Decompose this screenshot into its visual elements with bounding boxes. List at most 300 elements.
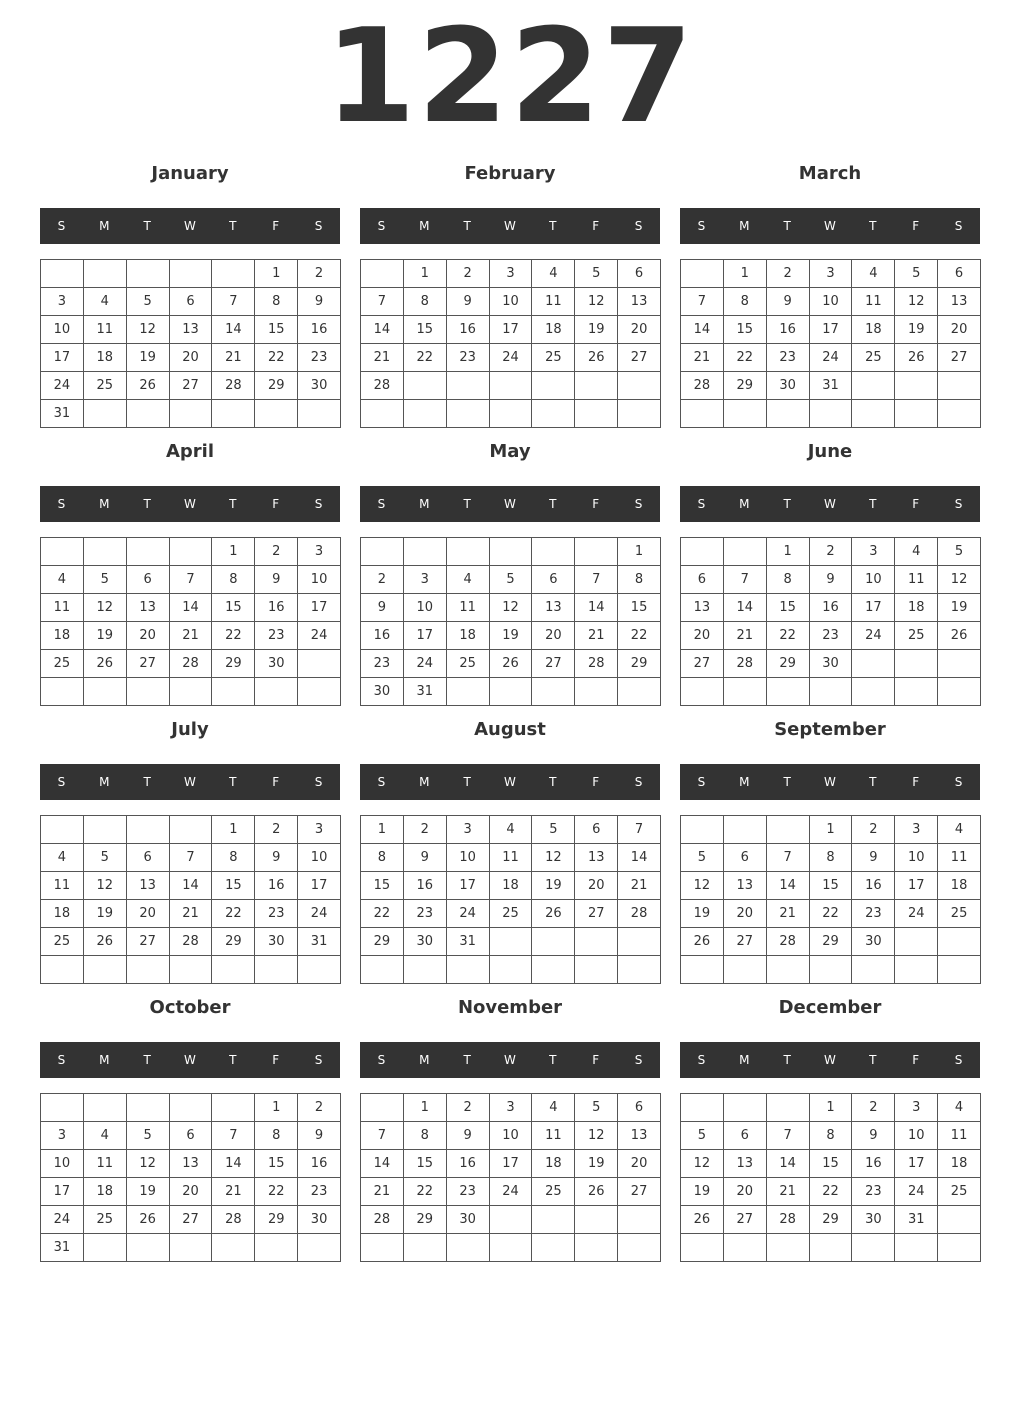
empty-day-cell: [170, 956, 213, 984]
month-september: [680, 714, 980, 984]
day-cell: 21: [361, 1178, 404, 1206]
day-cell: 14: [575, 594, 618, 622]
weekday-label: M: [739, 775, 750, 789]
day-cell: 17: [490, 1150, 533, 1178]
day-cell: 26: [84, 928, 127, 956]
day-cell: 15: [255, 316, 298, 344]
weekday-label: T: [463, 497, 471, 511]
day-cell: 3: [490, 1094, 533, 1122]
empty-day-cell: [575, 956, 618, 984]
weekday-label: S: [314, 775, 323, 789]
day-cell: 31: [404, 678, 447, 706]
weekday-header: [360, 764, 660, 800]
day-cell: 13: [170, 1150, 213, 1178]
day-cell: 6: [170, 1122, 213, 1150]
day-cell: 9: [447, 1122, 490, 1150]
day-cell: 8: [404, 288, 447, 316]
day-cell: 23: [255, 622, 298, 650]
day-cell: 14: [681, 316, 724, 344]
day-cell: 7: [170, 566, 213, 594]
empty-day-cell: [404, 1234, 447, 1262]
day-cell: 17: [41, 1178, 84, 1206]
day-cell: 14: [767, 1150, 810, 1178]
day-cell: 5: [575, 1094, 618, 1122]
weekday-label: W: [184, 1053, 196, 1067]
day-cell: 9: [255, 566, 298, 594]
day-cell: 6: [170, 288, 213, 316]
day-cell: 28: [212, 1206, 255, 1234]
weekday-label: T: [463, 219, 471, 233]
day-cell: 6: [724, 844, 767, 872]
day-cell: 15: [618, 594, 661, 622]
empty-day-cell: [618, 400, 661, 428]
day-cell: 9: [767, 288, 810, 316]
empty-day-cell: [212, 260, 255, 288]
day-cell: 16: [852, 1150, 895, 1178]
day-cell: 10: [852, 566, 895, 594]
weekday-label: S: [954, 775, 963, 789]
day-cell: 19: [575, 1150, 618, 1178]
day-cell: 14: [212, 316, 255, 344]
weekday-label: S: [697, 497, 706, 511]
empty-day-cell: [41, 816, 84, 844]
empty-day-cell: [852, 956, 895, 984]
day-cell: 25: [938, 900, 981, 928]
day-cell: 4: [41, 566, 84, 594]
day-cell: 18: [938, 1150, 981, 1178]
empty-day-cell: [404, 538, 447, 566]
day-cell: 18: [41, 900, 84, 928]
day-cell: 4: [447, 566, 490, 594]
weekday-label: T: [783, 219, 791, 233]
day-cell: 15: [767, 594, 810, 622]
empty-day-cell: [212, 400, 255, 428]
day-cell: 7: [170, 844, 213, 872]
day-cell: 1: [404, 1094, 447, 1122]
day-cell: 13: [127, 594, 170, 622]
day-cell: 12: [127, 316, 170, 344]
day-cell: 5: [84, 566, 127, 594]
empty-day-cell: [852, 650, 895, 678]
day-cell: 17: [41, 344, 84, 372]
day-cell: 21: [170, 900, 213, 928]
weekday-label: T: [463, 775, 471, 789]
empty-day-cell: [767, 1234, 810, 1262]
weekday-label: T: [869, 1053, 877, 1067]
empty-day-cell: [532, 678, 575, 706]
day-cell: 30: [298, 372, 341, 400]
empty-day-cell: [255, 400, 298, 428]
weekday-label: W: [184, 497, 196, 511]
weekday-label: S: [57, 1053, 66, 1067]
empty-day-cell: [724, 956, 767, 984]
empty-day-cell: [681, 956, 724, 984]
day-cell: 20: [681, 622, 724, 650]
day-cell: 8: [724, 288, 767, 316]
weekday-label: T: [869, 497, 877, 511]
empty-day-cell: [298, 650, 341, 678]
weekday-header: [680, 764, 980, 800]
day-cell: 21: [767, 900, 810, 928]
day-cell: 24: [404, 650, 447, 678]
day-cell: 16: [298, 316, 341, 344]
empty-day-cell: [490, 956, 533, 984]
day-cell: 8: [212, 566, 255, 594]
month-may: [360, 436, 660, 706]
day-cell: 18: [84, 1178, 127, 1206]
day-cell: 15: [810, 872, 853, 900]
day-cell: 29: [810, 1206, 853, 1234]
weekday-label: F: [912, 1053, 920, 1067]
weekday-label: W: [504, 219, 516, 233]
day-cell: 22: [724, 344, 767, 372]
weekday-label: F: [272, 497, 280, 511]
day-cell: 2: [255, 816, 298, 844]
weekday-label: T: [783, 497, 791, 511]
day-cell: 9: [852, 1122, 895, 1150]
empty-day-cell: [852, 400, 895, 428]
day-cell: 21: [361, 344, 404, 372]
weekday-label: T: [143, 775, 151, 789]
day-cell: 5: [84, 844, 127, 872]
day-cell: 25: [532, 344, 575, 372]
day-cell: 11: [84, 1150, 127, 1178]
month-title: September: [774, 719, 886, 740]
day-cell: 10: [41, 1150, 84, 1178]
day-cell: 7: [767, 1122, 810, 1150]
day-cell: 12: [84, 872, 127, 900]
empty-day-cell: [532, 928, 575, 956]
empty-day-cell: [767, 816, 810, 844]
day-cell: 3: [298, 816, 341, 844]
day-cell: 4: [895, 538, 938, 566]
empty-day-cell: [724, 538, 767, 566]
empty-day-cell: [532, 538, 575, 566]
empty-day-cell: [447, 400, 490, 428]
empty-day-cell: [810, 1234, 853, 1262]
day-cell: 20: [724, 900, 767, 928]
day-cell: 7: [212, 1122, 255, 1150]
weekday-label: W: [504, 497, 516, 511]
day-cell: 3: [447, 816, 490, 844]
day-cell: 23: [767, 344, 810, 372]
day-cell: 13: [170, 316, 213, 344]
weekday-label: M: [99, 1053, 110, 1067]
day-cell: 21: [724, 622, 767, 650]
empty-day-cell: [127, 260, 170, 288]
day-cell: 1: [810, 1094, 853, 1122]
day-cell: 25: [41, 928, 84, 956]
day-cell: 13: [724, 1150, 767, 1178]
day-cell: 4: [532, 1094, 575, 1122]
empty-day-cell: [895, 650, 938, 678]
day-cell: 26: [532, 900, 575, 928]
empty-day-cell: [724, 678, 767, 706]
day-cell: 27: [681, 650, 724, 678]
day-cell: 14: [170, 594, 213, 622]
day-cell: 4: [532, 260, 575, 288]
day-cell: 31: [895, 1206, 938, 1234]
day-cell: 20: [532, 622, 575, 650]
day-cell: 13: [127, 872, 170, 900]
day-cell: 10: [447, 844, 490, 872]
empty-day-cell: [84, 1094, 127, 1122]
day-cell: 9: [255, 844, 298, 872]
day-cell: 19: [938, 594, 981, 622]
month-april: [40, 436, 340, 706]
weekday-header: [360, 1042, 660, 1078]
empty-day-cell: [404, 400, 447, 428]
empty-day-cell: [361, 260, 404, 288]
weekday-label: W: [824, 1053, 836, 1067]
empty-day-cell: [84, 678, 127, 706]
empty-day-cell: [532, 956, 575, 984]
day-cell: 22: [212, 622, 255, 650]
day-cell: 21: [618, 872, 661, 900]
weekday-label: T: [143, 1053, 151, 1067]
day-cell: 11: [852, 288, 895, 316]
day-grid: [680, 537, 981, 706]
day-cell: 11: [895, 566, 938, 594]
day-cell: 23: [810, 622, 853, 650]
empty-day-cell: [938, 678, 981, 706]
day-cell: 7: [212, 288, 255, 316]
empty-day-cell: [170, 678, 213, 706]
day-cell: 17: [298, 872, 341, 900]
weekday-label: T: [549, 219, 557, 233]
day-cell: 25: [84, 372, 127, 400]
day-cell: 20: [575, 872, 618, 900]
weekday-header: [360, 208, 660, 244]
day-cell: 13: [724, 872, 767, 900]
weekday-label: S: [57, 497, 66, 511]
day-cell: 7: [361, 1122, 404, 1150]
day-cell: 6: [681, 566, 724, 594]
day-cell: 12: [84, 594, 127, 622]
empty-day-cell: [212, 956, 255, 984]
month-title: July: [171, 719, 209, 740]
day-cell: 2: [361, 566, 404, 594]
empty-day-cell: [618, 372, 661, 400]
empty-day-cell: [212, 1094, 255, 1122]
day-cell: 20: [170, 1178, 213, 1206]
day-cell: 22: [404, 1178, 447, 1206]
empty-day-cell: [681, 1094, 724, 1122]
day-cell: 20: [724, 1178, 767, 1206]
weekday-label: F: [912, 775, 920, 789]
month-july: [40, 714, 340, 984]
day-cell: 23: [361, 650, 404, 678]
day-grid: [360, 815, 661, 984]
day-cell: 30: [404, 928, 447, 956]
day-cell: 10: [490, 288, 533, 316]
day-cell: 1: [361, 816, 404, 844]
weekday-label: T: [783, 1053, 791, 1067]
day-cell: 26: [490, 650, 533, 678]
empty-day-cell: [767, 400, 810, 428]
day-cell: 23: [447, 344, 490, 372]
day-cell: 26: [938, 622, 981, 650]
empty-day-cell: [298, 678, 341, 706]
weekday-header: [40, 486, 340, 522]
day-cell: 6: [127, 566, 170, 594]
weekday-label: M: [739, 1053, 750, 1067]
day-cell: 14: [618, 844, 661, 872]
day-cell: 4: [490, 816, 533, 844]
day-cell: 3: [895, 816, 938, 844]
weekday-label: M: [419, 219, 430, 233]
day-cell: 20: [618, 1150, 661, 1178]
day-cell: 10: [810, 288, 853, 316]
day-cell: 22: [767, 622, 810, 650]
day-cell: 13: [618, 288, 661, 316]
empty-day-cell: [490, 372, 533, 400]
empty-day-cell: [532, 1234, 575, 1262]
empty-day-cell: [618, 1234, 661, 1262]
weekday-label: S: [697, 775, 706, 789]
day-cell: 12: [490, 594, 533, 622]
day-cell: 12: [127, 1150, 170, 1178]
day-cell: 5: [938, 538, 981, 566]
empty-day-cell: [938, 1234, 981, 1262]
day-cell: 4: [84, 1122, 127, 1150]
weekday-label: T: [229, 219, 237, 233]
month-january: [40, 158, 340, 428]
day-cell: 16: [255, 594, 298, 622]
day-cell: 10: [404, 594, 447, 622]
day-cell: 11: [532, 288, 575, 316]
empty-day-cell: [810, 400, 853, 428]
day-cell: 15: [361, 872, 404, 900]
day-cell: 29: [255, 372, 298, 400]
day-cell: 16: [447, 1150, 490, 1178]
weekday-label: F: [912, 219, 920, 233]
day-cell: 23: [447, 1178, 490, 1206]
day-grid: [360, 1093, 661, 1262]
day-cell: 1: [618, 538, 661, 566]
weekday-header: [40, 208, 340, 244]
day-cell: 18: [41, 622, 84, 650]
day-cell: 19: [84, 900, 127, 928]
empty-day-cell: [938, 928, 981, 956]
empty-day-cell: [938, 372, 981, 400]
day-cell: 12: [895, 288, 938, 316]
day-cell: 29: [212, 650, 255, 678]
day-cell: 29: [618, 650, 661, 678]
empty-day-cell: [361, 956, 404, 984]
day-cell: 31: [298, 928, 341, 956]
day-cell: 3: [852, 538, 895, 566]
day-cell: 19: [681, 900, 724, 928]
day-cell: 24: [41, 372, 84, 400]
day-cell: 8: [361, 844, 404, 872]
empty-day-cell: [681, 538, 724, 566]
day-cell: 27: [127, 928, 170, 956]
weekday-header: [40, 764, 340, 800]
day-cell: 21: [212, 344, 255, 372]
day-cell: 23: [852, 1178, 895, 1206]
day-cell: 4: [852, 260, 895, 288]
day-cell: 27: [724, 1206, 767, 1234]
weekday-label: T: [869, 775, 877, 789]
weekday-label: T: [463, 1053, 471, 1067]
weekday-label: F: [592, 497, 600, 511]
month-october: [40, 992, 340, 1262]
day-cell: 25: [895, 622, 938, 650]
day-cell: 24: [895, 1178, 938, 1206]
empty-day-cell: [255, 956, 298, 984]
weekday-label: T: [143, 497, 151, 511]
day-cell: 12: [681, 1150, 724, 1178]
day-cell: 6: [618, 260, 661, 288]
empty-day-cell: [895, 1234, 938, 1262]
empty-day-cell: [618, 1206, 661, 1234]
empty-day-cell: [490, 678, 533, 706]
day-cell: 20: [127, 622, 170, 650]
empty-day-cell: [84, 816, 127, 844]
empty-day-cell: [532, 372, 575, 400]
day-cell: 2: [298, 260, 341, 288]
day-cell: 29: [361, 928, 404, 956]
day-cell: 29: [810, 928, 853, 956]
empty-day-cell: [852, 372, 895, 400]
month-title: October: [149, 997, 231, 1018]
day-cell: 22: [810, 900, 853, 928]
day-cell: 2: [447, 260, 490, 288]
day-cell: 27: [618, 1178, 661, 1206]
day-cell: 31: [41, 400, 84, 428]
day-cell: 18: [447, 622, 490, 650]
day-cell: 26: [681, 928, 724, 956]
day-cell: 16: [810, 594, 853, 622]
day-cell: 14: [361, 1150, 404, 1178]
weekday-label: F: [592, 1053, 600, 1067]
empty-day-cell: [127, 1234, 170, 1262]
weekday-label: T: [783, 775, 791, 789]
day-cell: 14: [212, 1150, 255, 1178]
day-cell: 28: [170, 928, 213, 956]
empty-day-cell: [575, 400, 618, 428]
weekday-header: [680, 1042, 980, 1078]
empty-day-cell: [404, 372, 447, 400]
empty-day-cell: [895, 372, 938, 400]
day-cell: 12: [938, 566, 981, 594]
day-cell: 3: [490, 260, 533, 288]
day-grid: [360, 537, 661, 706]
empty-day-cell: [938, 650, 981, 678]
weekday-label: M: [739, 497, 750, 511]
day-cell: 24: [298, 900, 341, 928]
day-cell: 25: [84, 1206, 127, 1234]
day-cell: 2: [767, 260, 810, 288]
day-cell: 17: [895, 872, 938, 900]
day-cell: 4: [84, 288, 127, 316]
day-cell: 9: [447, 288, 490, 316]
weekday-label: W: [504, 775, 516, 789]
month-title: December: [778, 997, 882, 1018]
day-cell: 1: [255, 260, 298, 288]
day-cell: 16: [767, 316, 810, 344]
day-grid: [680, 815, 981, 984]
month-november: [360, 992, 660, 1262]
weekday-label: T: [549, 497, 557, 511]
day-cell: 15: [404, 316, 447, 344]
year-title: 1227: [325, 0, 695, 152]
empty-day-cell: [170, 400, 213, 428]
day-cell: 18: [84, 344, 127, 372]
empty-day-cell: [41, 538, 84, 566]
empty-day-cell: [938, 956, 981, 984]
